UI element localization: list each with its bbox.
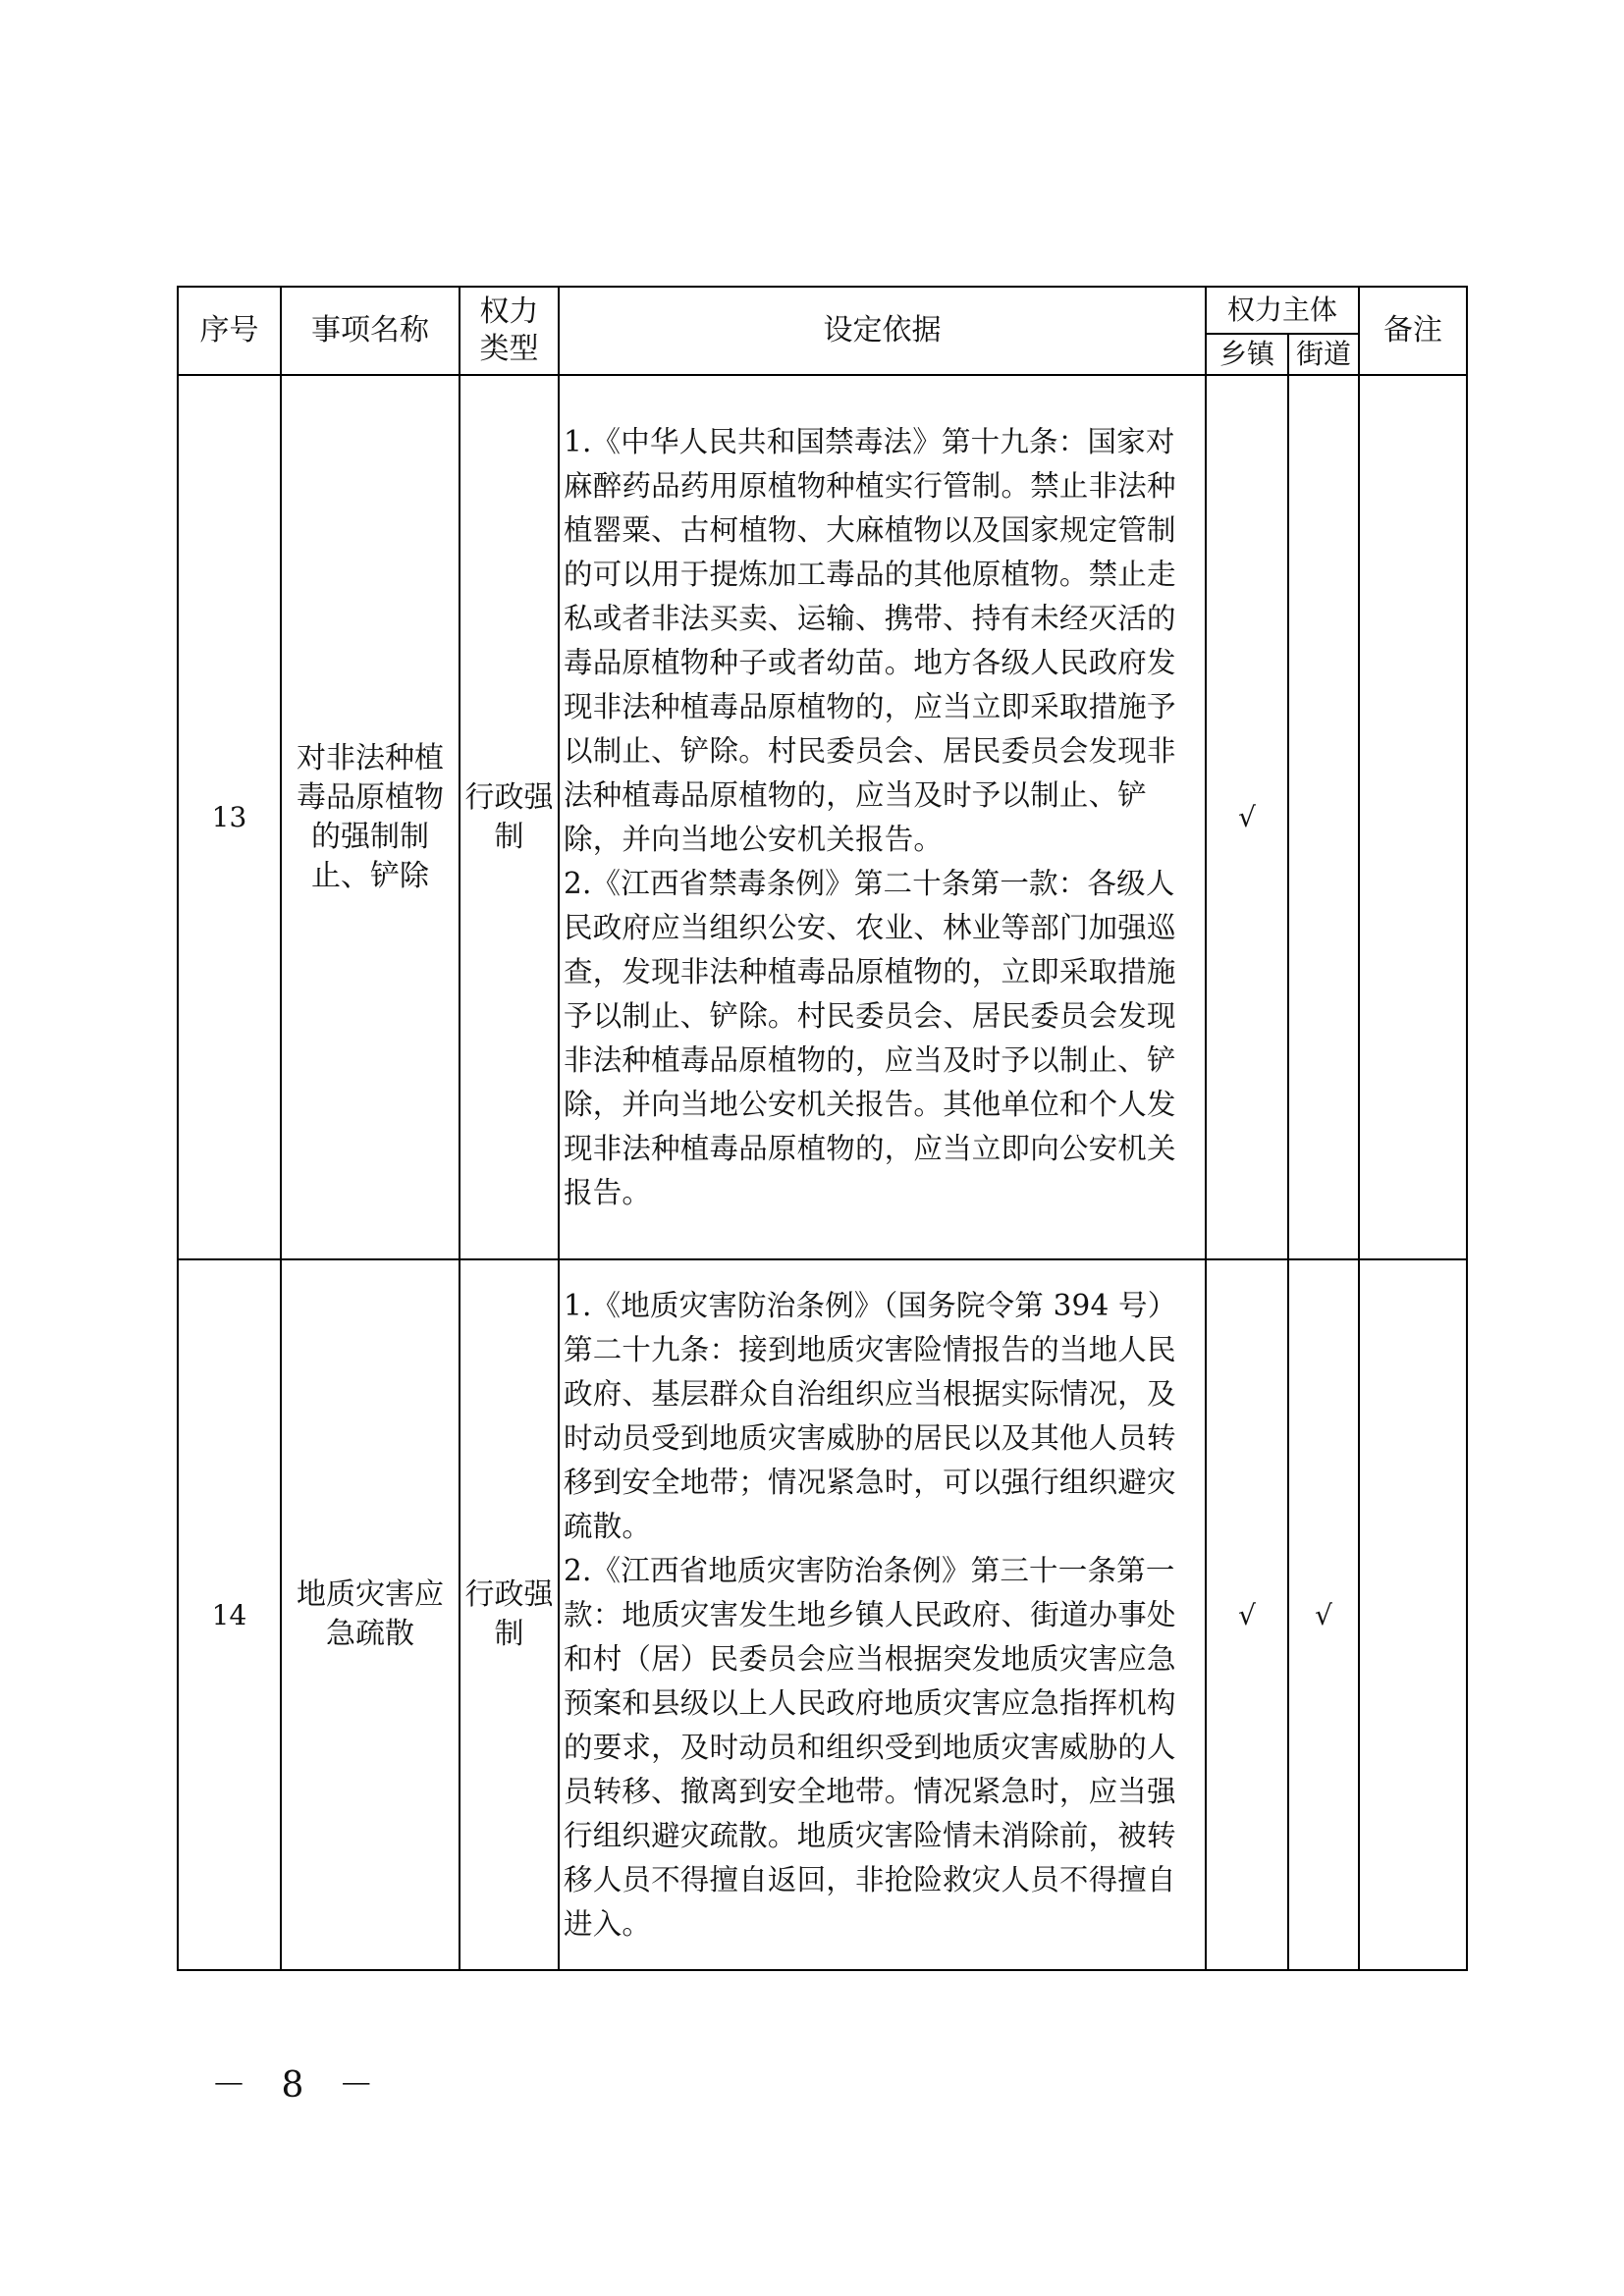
basis-paragraph: 2.《江西省地质灾害防治条例》第三十一条第一款：地质灾害发生地乡镇人民政府、街道办事处和村（居）民委员会应当根据突发地质灾害应急预案和县级以上人民政府地质灾害应急指挥机构的要求，及时动员和组织受到地质灾害威胁的人员转移、撤离到安全地带。情况紧急时，应当强行组织避灾疏散。地质灾害险情未消除前，被转移人员不得擅自返回，非抢险救灾人员不得擅自进入。 [564,1553,1176,1941]
row-item-name [281,375,460,1259]
header-subject-street: 街道 [1288,334,1359,375]
row-remarks [1359,375,1467,1259]
row-item-name-line: 止、铲除 [311,858,429,893]
table-row [178,375,1467,1259]
header-power-type-line: 权力 [479,294,539,329]
row-street-check [1288,375,1359,1259]
row-power-type-line: 制 [494,819,524,854]
row-power-type-line: 行政强 [464,779,554,815]
row-town-check: √ [1206,375,1288,1259]
header-power-type [460,287,559,375]
power-list-table [177,286,1468,1971]
basis-paragraph: 1.《地质灾害防治条例》（国务院令第 394 号）第二十九条：接到地质灾害险情报告的当地人民政府、基层群众自治组织应当根据实际情况，及时动员受到地质灾害威胁的居民以及其他人员转移到安全地带；情况紧急时，可以强行组织避灾疏散。 [564,1288,1177,1543]
header-remarks: 备注 [1359,287,1467,375]
row-street-check: √ [1288,1259,1359,1970]
row-item-name-line: 毒品原植物 [297,779,444,815]
header-item-name: 事项名称 [281,287,460,375]
header-seq: 序号 [178,287,281,375]
page-number: － 8 － [211,2065,386,2106]
row-power-type [460,1259,559,1970]
row-basis [559,375,1206,1259]
header-row-1 [178,287,1467,334]
row-basis [559,1259,1206,1970]
row-power-type [460,375,559,1259]
basis-paragraph: 2.《江西省禁毒条例》第二十条第一款：各级人民政府应当组织公安、农业、林业等部门加强巡查，发现非法种植毒品原植物的，立即采取措施予以制止、铲除。村民委员会、居民委员会发现非法种植毒品原植物的，应当及时予以制止、铲除，并向当地公安机关报告。其他单位和个人发现非法种植毒品原植物的，应当立即向公安机关报告。 [564,866,1176,1209]
row-seq: 13 [178,375,281,1259]
row-remarks [1359,1259,1467,1970]
header-power-type-line: 类型 [479,332,539,366]
row-item-name-line: 的强制制 [311,819,429,854]
row-item-name-line: 地质灾害应 [297,1577,444,1612]
row-power-type-line: 制 [494,1617,524,1651]
row-town-check: √ [1206,1259,1288,1970]
table-row [178,1259,1467,1970]
row-power-type-line: 行政强 [464,1577,554,1612]
row-item-name-line: 对非法种植 [297,740,444,775]
header-basis: 设定依据 [559,287,1206,375]
row-item-name-line: 急疏散 [326,1617,414,1651]
row-seq: 14 [178,1259,281,1970]
basis-paragraph: 1.《中华人民共和国禁毒法》第十九条：国家对麻醉药品药用原植物种植实行管制。禁止非法种植罂粟、古柯植物、大麻植物以及国家规定管制的可以用于提炼加工毒品的其他原植物。禁止走私或者非法买卖、运输、携带、持有未经灭活的毒品原植物种子或者幼苗。地方各级人民政府发现非法种植毒品原植物的，应当立即采取措施予以制止、铲除。村民委员会、居民委员会发现非法种植毒品原植物的，应当及时予以制止、铲除，并向当地公安机关报告。 [564,424,1176,856]
header-subject-town: 乡镇 [1206,334,1288,375]
header-subject: 权力主体 [1206,287,1359,334]
row-item-name [281,1259,460,1970]
